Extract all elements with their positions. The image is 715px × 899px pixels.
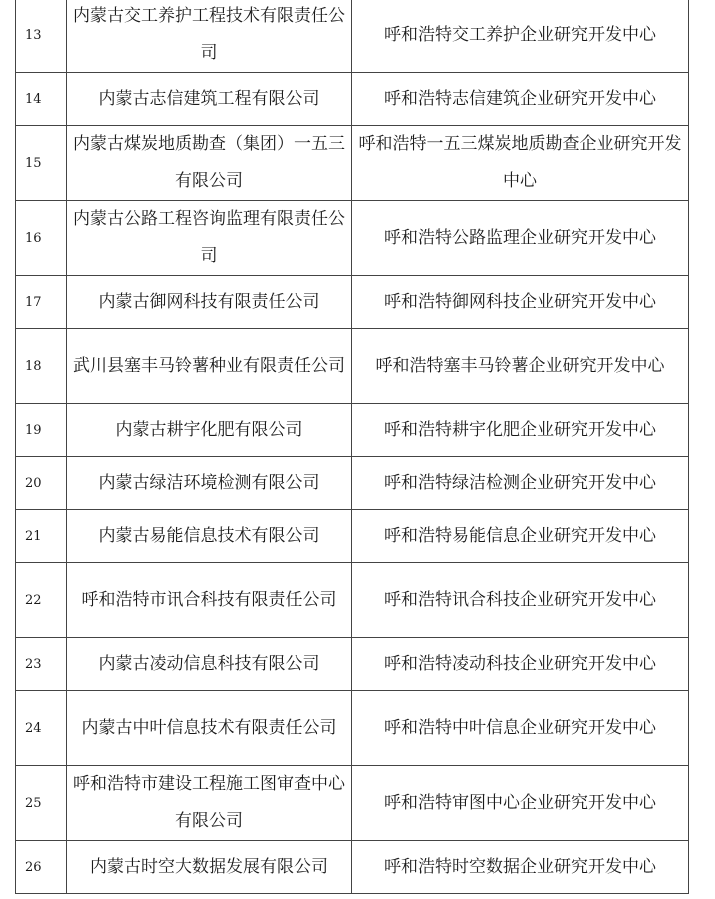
company-name: 内蒙古煤炭地质勘查（集团）一五三有限公司 [67,126,352,201]
rd-center-name: 呼和浩特易能信息企业研究开发中心 [352,510,689,563]
company-name: 呼和浩特市讯合科技有限责任公司 [67,563,352,638]
table-row [16,563,689,638]
rd-center-name: 呼和浩特耕宇化肥企业研究开发中心 [352,404,689,457]
company-name: 武川县塞丰马铃薯种业有限责任公司 [67,329,352,404]
rd-center-name: 呼和浩特御网科技企业研究开发中心 [352,276,689,329]
company-name: 内蒙古御网科技有限责任公司 [67,276,352,329]
table-row [16,638,689,691]
table-row [16,276,689,329]
company-name: 内蒙古绿洁环境检测有限公司 [67,457,352,510]
row-number: 23 [16,638,67,691]
table-body [16,0,689,894]
rd-center-name: 呼和浩特凌动科技企业研究开发中心 [352,638,689,691]
rd-center-name: 呼和浩特交工养护企业研究开发中心 [352,0,689,73]
enterprise-rd-center-table [15,0,689,894]
company-name: 内蒙古耕宇化肥有限公司 [67,404,352,457]
row-number: 19 [16,404,67,457]
company-name: 呼和浩特市建设工程施工图审查中心有限公司 [67,766,352,841]
table-row [16,766,689,841]
table-row [16,404,689,457]
row-number: 26 [16,841,67,894]
table-row [16,457,689,510]
table-row [16,841,689,894]
rd-center-name: 呼和浩特一五三煤炭地质勘查企业研究开发中心 [352,126,689,201]
company-name: 内蒙古公路工程咨询监理有限责任公司 [67,201,352,276]
row-number: 18 [16,329,67,404]
table-row [16,201,689,276]
table-row [16,73,689,126]
rd-center-name: 呼和浩特中叶信息企业研究开发中心 [352,691,689,766]
table-row [16,126,689,201]
company-name: 内蒙古志信建筑工程有限公司 [67,73,352,126]
table-row [16,510,689,563]
table-row [16,329,689,404]
row-number: 20 [16,457,67,510]
rd-center-name: 呼和浩特讯合科技企业研究开发中心 [352,563,689,638]
company-name: 内蒙古时空大数据发展有限公司 [67,841,352,894]
row-number: 25 [16,766,67,841]
rd-center-name: 呼和浩特塞丰马铃薯企业研究开发中心 [352,329,689,404]
rd-center-name: 呼和浩特审图中心企业研究开发中心 [352,766,689,841]
table-row [16,691,689,766]
rd-center-name: 呼和浩特绿洁检测企业研究开发中心 [352,457,689,510]
rd-center-name: 呼和浩特时空数据企业研究开发中心 [352,841,689,894]
table-row [16,0,689,73]
company-name: 内蒙古中叶信息技术有限责任公司 [67,691,352,766]
row-number: 22 [16,563,67,638]
row-number: 17 [16,276,67,329]
company-name: 内蒙古凌动信息科技有限公司 [67,638,352,691]
row-number: 13 [16,0,67,73]
row-number: 15 [16,126,67,201]
rd-center-name: 呼和浩特志信建筑企业研究开发中心 [352,73,689,126]
rd-center-name: 呼和浩特公路监理企业研究开发中心 [352,201,689,276]
company-name: 内蒙古易能信息技术有限公司 [67,510,352,563]
row-number: 16 [16,201,67,276]
row-number: 21 [16,510,67,563]
row-number: 14 [16,73,67,126]
company-name: 内蒙古交工养护工程技术有限责任公司 [67,0,352,73]
row-number: 24 [16,691,67,766]
